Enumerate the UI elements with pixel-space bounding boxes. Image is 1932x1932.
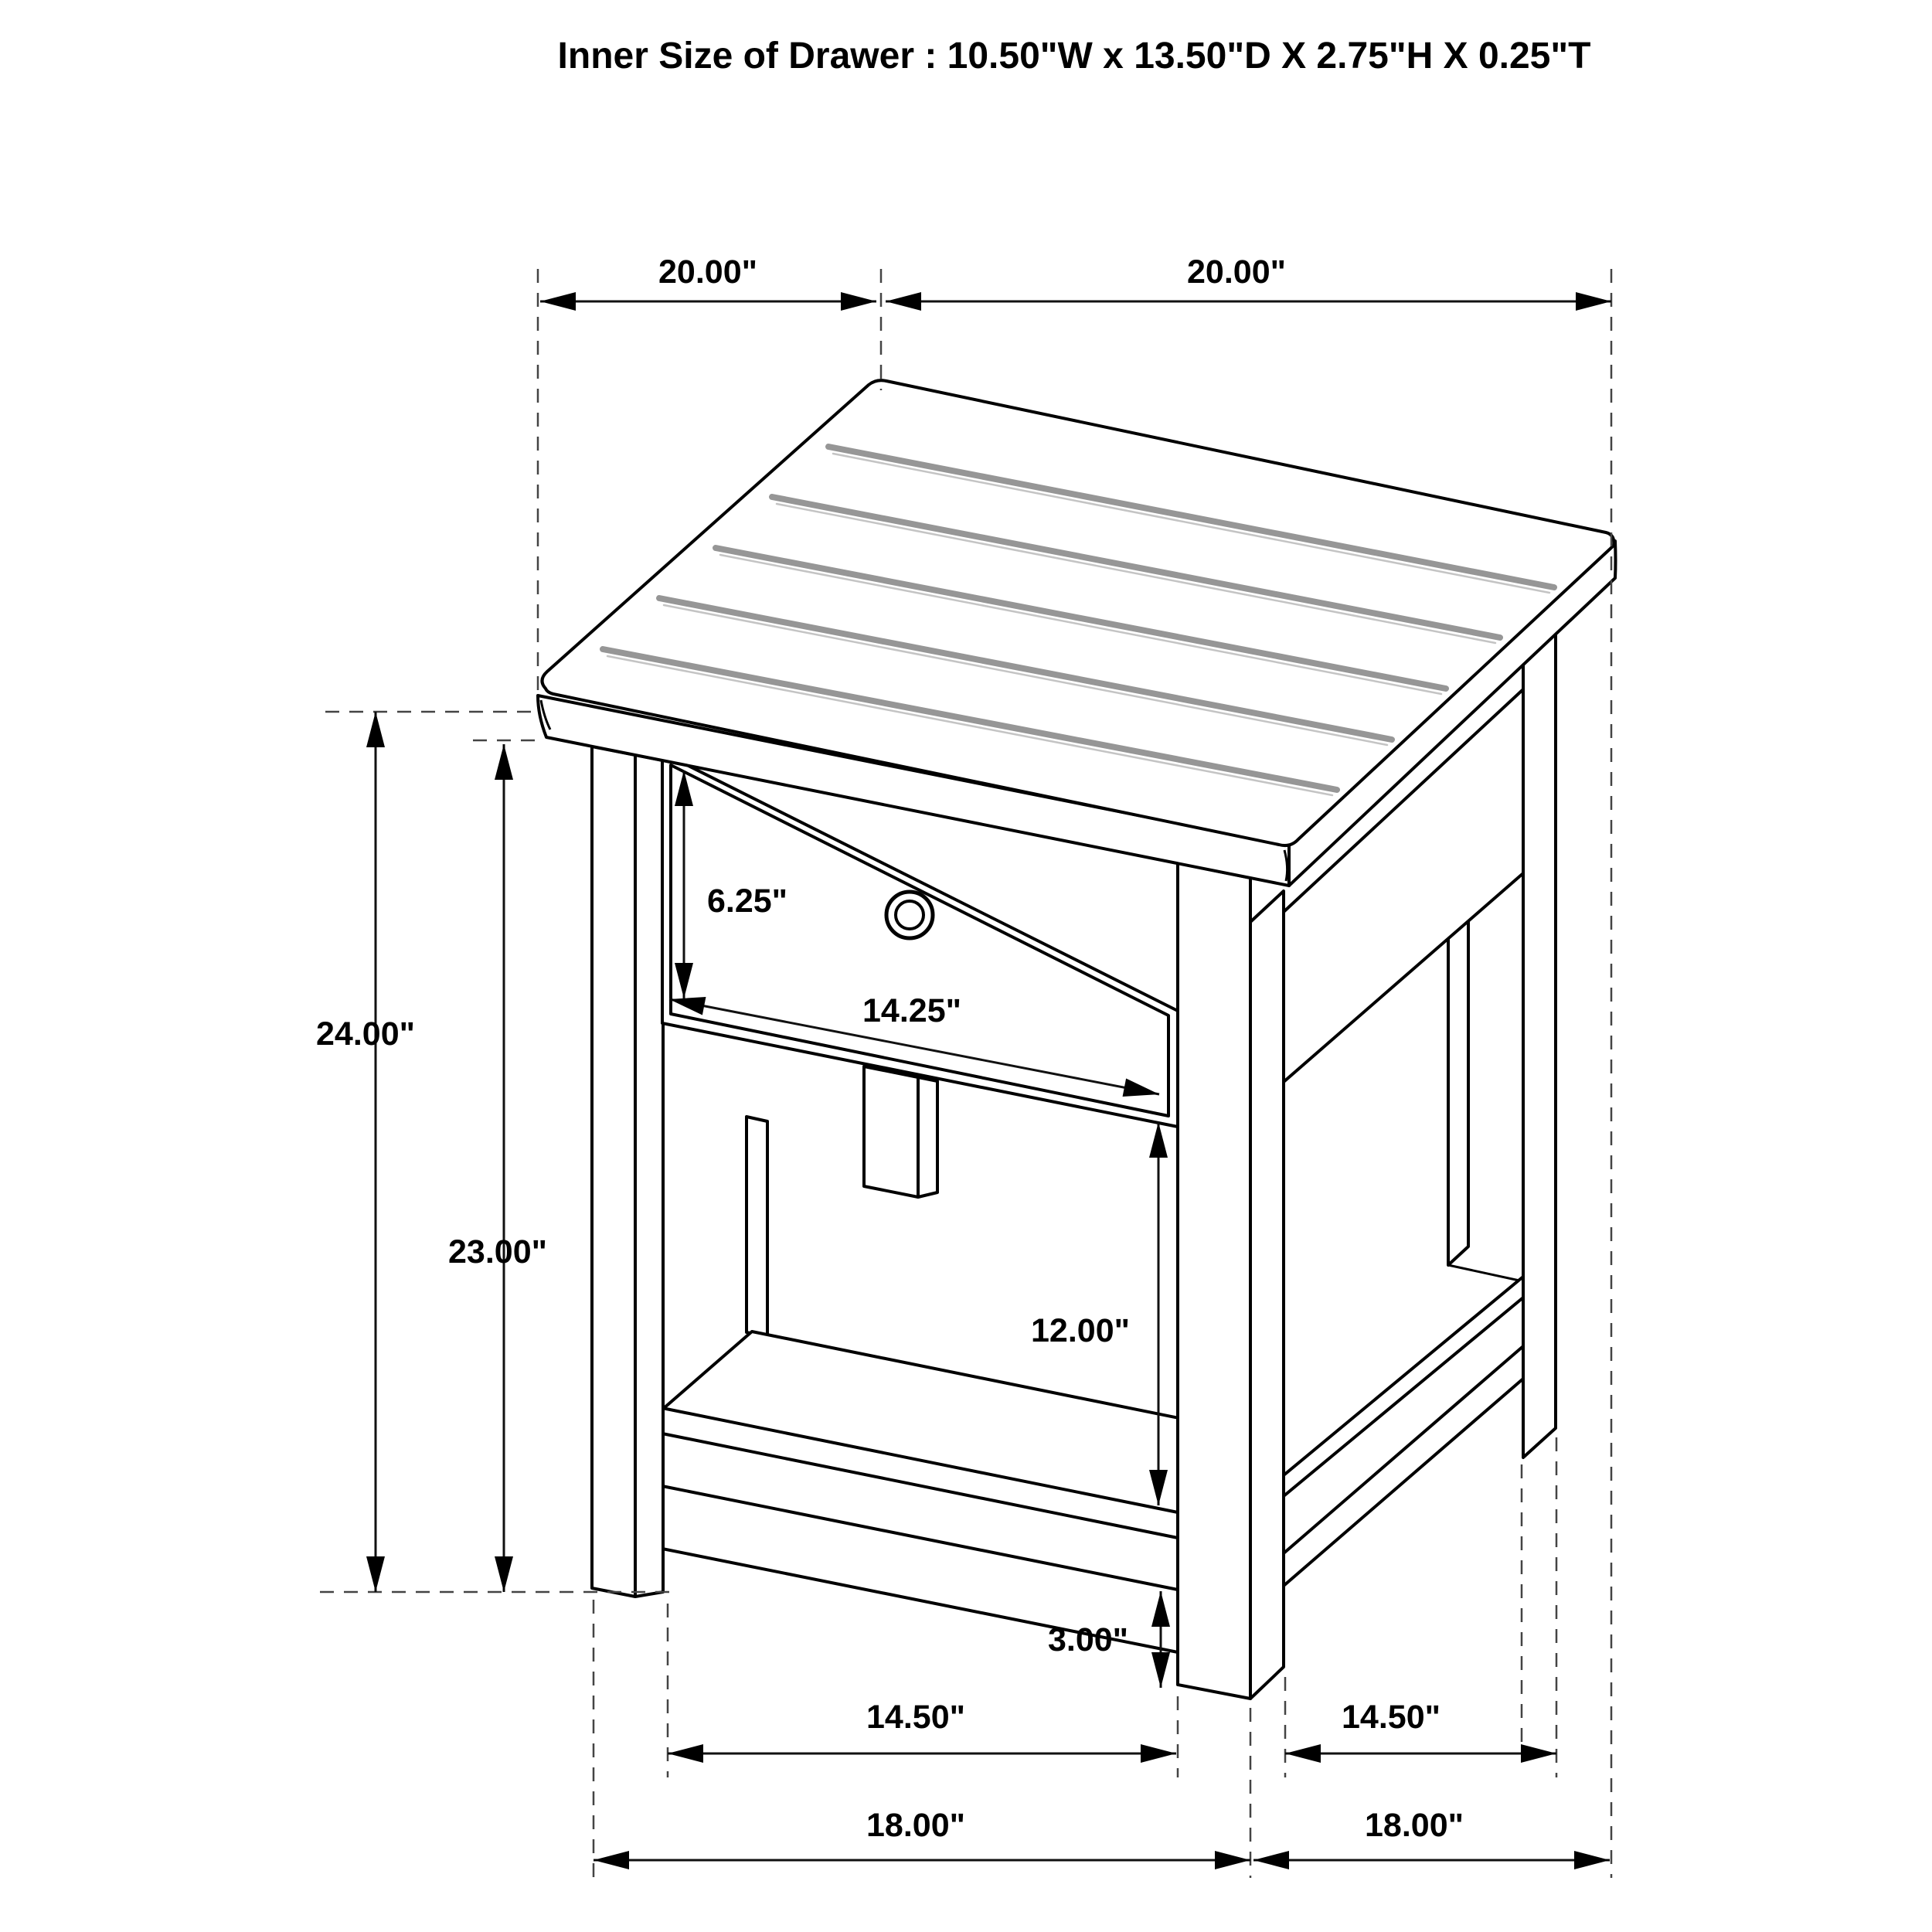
front-left-leg	[592, 747, 663, 1597]
center-divider	[864, 1066, 937, 1197]
dim-label-under-top-height: 23.00"	[448, 1233, 547, 1270]
dim-label-top-depth: 20.00"	[1187, 253, 1286, 291]
front-right-leg	[1178, 863, 1284, 1699]
dim-label-side-leg-span: 14.50"	[1342, 1699, 1440, 1736]
drawer-knob	[886, 892, 933, 938]
dim-label-drawer-width: 14.25"	[862, 992, 961, 1029]
dim-label-drawer-height: 6.25"	[706, 883, 788, 920]
dim-label-shelf-clearance: 12.00"	[1031, 1312, 1130, 1349]
dim-label-side-overall: 18.00"	[1365, 1807, 1464, 1844]
dim-label-overall-height: 24.00"	[316, 1015, 415, 1053]
back-right-leg	[1523, 634, 1556, 1458]
dim-label-top-width: 20.00"	[658, 253, 757, 291]
dim-label-front-overall: 18.00"	[866, 1807, 965, 1844]
dim-label-rail-height: 3.00"	[1047, 1621, 1129, 1658]
page-title: Inner Size of Drawer : 10.50"W x 13.50"D X 2.75"H X 0.25"T	[557, 36, 1591, 77]
dim-label-front-leg-span: 14.50"	[866, 1699, 965, 1736]
